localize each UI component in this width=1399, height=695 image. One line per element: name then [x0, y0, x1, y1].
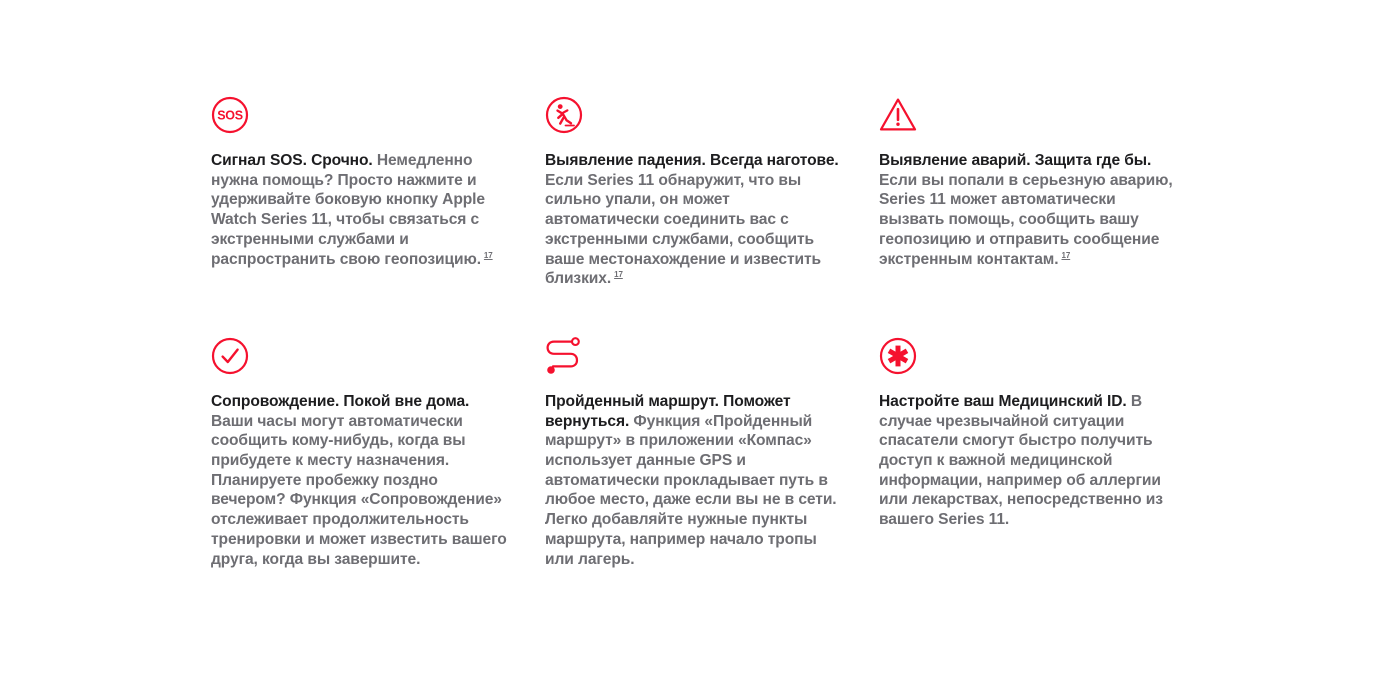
feature-medical-id-text — [879, 392, 1179, 530]
feature-sos — [211, 96, 511, 289]
feature-backtrack-headline: Пройденный маршрут. Поможет вернуться. — [545, 392, 791, 430]
feature-backtrack-body: Функция «Пройденный маршрут» в приложении «Компас» использует данные GPS и автоматически прокладывает путь в любое место, даже если вы не в сети. Легко добавляйте нужные пункты маршрута, например начало тропы или лагерь. — [545, 412, 837, 568]
feature-backtrack-text — [545, 392, 845, 569]
feature-fall-detection — [545, 96, 845, 289]
feature-check-in-text — [211, 392, 511, 569]
route-icon — [545, 337, 583, 375]
feature-sos-body: Немедленно нужна помощь? Просто нажмите и удерживайте боковую кнопку Apple Watch Series 11, чтобы связаться с экстренными службами и распространить свою геопозицию. — [211, 152, 485, 268]
feature-check-in-headline: Сопровождение. Покой вне дома. — [211, 392, 470, 410]
feature-check-in-body: Ваши часы могут автоматически сообщить кому-нибудь, когда вы прибудете к месту назначения. Планируете пробежку поздно вечером? Функция «Сопровождение» отслеживает продолжительность тренировки и может известить вашего друга, когда вы завершите. — [211, 412, 507, 568]
fall-detection-icon — [545, 96, 583, 134]
feature-sos-text — [211, 151, 511, 269]
feature-fall-detection-headline: Выявление падения. Всегда наготове. — [545, 152, 839, 169]
feature-crash-detection-headline: Выявление аварий. Защита где бы. — [879, 152, 1152, 169]
feature-crash-detection-text — [879, 151, 1179, 269]
feature-crash-detection — [879, 96, 1179, 289]
feature-fall-detection-footnote[interactable]: 17 — [614, 270, 623, 280]
feature-sos-footnote[interactable]: 17 — [483, 250, 493, 260]
feature-backtrack — [545, 337, 845, 569]
feature-medical-id-body: В случае чрезвычайной ситуации спасатели смогут быстро получить доступ к важной медицинской информации, например об аллергии или лекарствах, непосредственно из вашего Series 11. — [879, 392, 1163, 529]
feature-crash-detection-footnote[interactable]: 17 — [1061, 250, 1071, 260]
safety-features-grid — [211, 96, 1179, 569]
checkmark-circle-icon — [211, 337, 249, 375]
feature-sos-headline: Сигнал SOS. Срочно. — [211, 152, 373, 169]
feature-fall-detection-body: Если Series 11 обнаружит, что вы сильно упали, он может автоматически соединить вас с экстренными службами, сообщить ваше местонахождение и известить близких. — [545, 171, 822, 288]
sos-icon — [211, 96, 249, 134]
feature-medical-id-headline: Настройте ваш Медицинский ID. — [879, 392, 1127, 410]
warning-triangle-icon — [879, 96, 917, 134]
medical-asterisk-icon — [879, 337, 917, 375]
feature-medical-id — [879, 337, 1179, 569]
feature-crash-detection-body: Если вы попали в серьезную аварию, Series 11 может автоматически вызвать помощь, сообщить вашу геопозицию и отправить сообщение экстренным контактам. — [879, 171, 1173, 268]
feature-fall-detection-text — [545, 151, 845, 289]
feature-check-in — [211, 337, 511, 569]
svg-text:SOS: SOS — [217, 108, 243, 123]
